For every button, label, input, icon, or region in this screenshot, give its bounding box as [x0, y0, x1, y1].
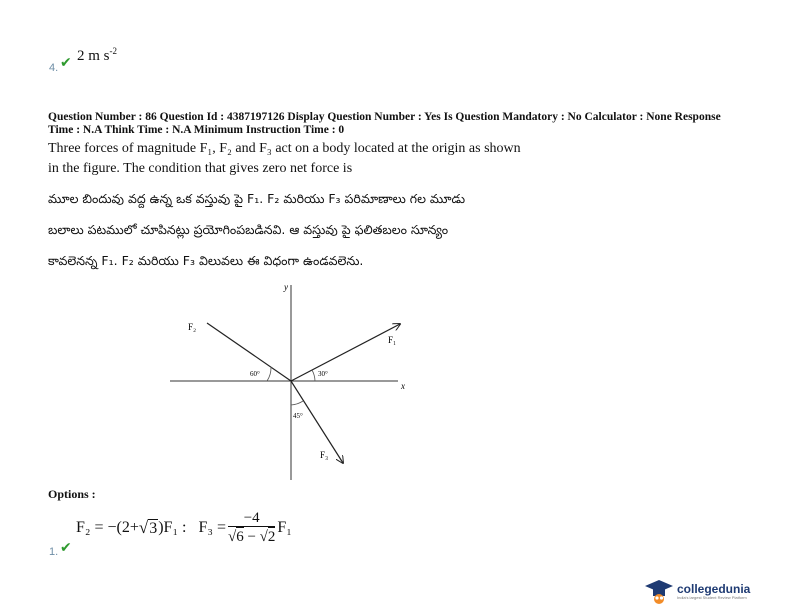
sqrt-icon: √	[259, 529, 268, 545]
question-meta-line2: Time : N.A Think Time : N.A Minimum Instruction Time : 0	[48, 124, 345, 136]
force-f3-arrow	[291, 381, 343, 463]
question-telugu-line2: బలాలు పటములో చూపినట్లు ప్రయోగింపబడినవి. ఆ వస్తువు పై ఫలితబలం సూన్యం	[48, 222, 449, 237]
options-label: Options :	[48, 487, 96, 501]
angle-45-label: 45°	[293, 412, 303, 420]
angle-arc-45	[291, 401, 303, 405]
eq2-den-minus: −	[243, 529, 260, 545]
sqrt-icon: √	[138, 518, 149, 537]
eq1-radicand: 3	[149, 520, 158, 537]
brand-name: collegedunia	[677, 581, 751, 596]
eq2-den-radicand-a: 6	[236, 529, 244, 545]
check-icon: ✔	[60, 55, 72, 71]
angle-arc-30	[312, 370, 315, 381]
option-1-number: 1.	[49, 546, 59, 558]
eq1-rhs: )F₁ :	[158, 519, 187, 536]
option-1-equation	[76, 508, 292, 548]
graduation-cap-logo-icon	[644, 578, 674, 604]
question-telugu-line3: కావలెనన్న F₁. F₂ మరియు F₃ విలువలు ఈ విధంగా ఉండవలెను.	[48, 253, 364, 268]
angle-arc-60	[267, 367, 271, 381]
eq2-den-radicand-b: 2	[267, 529, 276, 545]
question-english-line1: Three forces of magnitude F₁, F₂ and F₃ act on a body located at the origin as shown	[48, 141, 521, 156]
brand-tagline: India's largest Student Review Platform	[677, 594, 747, 600]
question-telugu-line1: మూల బిందువు వద్ద ఉన్న ఒక వస్తువు పై F₁. F₂ మరియు F₃ పరిమాణాలు గల మూడు	[48, 191, 466, 206]
question-meta-line1: Question Number : 86 Question Id : 4387197126 Display Question Number : Yes Is Question Mandatory : No Calculator : None Response	[48, 111, 721, 123]
x-axis-label: x	[401, 381, 405, 391]
y-axis-label: y	[284, 282, 288, 292]
eq2-lhs: F₃ =	[198, 519, 226, 536]
option-4-exponent: -2	[109, 46, 118, 56]
force-f2-line	[207, 323, 291, 381]
question-english-line2: in the figure. The condition that gives zero net force is	[48, 161, 353, 176]
angle-60-label: 60°	[250, 370, 260, 378]
check-icon: ✔	[60, 540, 72, 556]
eq1-sqrt	[139, 518, 158, 538]
sqrt-icon: √	[227, 529, 237, 545]
collegedunia-watermark	[644, 578, 750, 604]
force-f1-label: F₁	[388, 335, 397, 345]
force-f1-arrow	[291, 324, 400, 381]
option-4-text: 2 m s	[77, 48, 110, 64]
eq2-fraction	[228, 510, 275, 546]
eq2-rhs: F₁	[277, 519, 292, 536]
option-4-number: 4.	[49, 62, 59, 74]
force-f3-label: F₃	[320, 450, 329, 460]
eq2-denominator	[228, 526, 275, 546]
eq2-numerator: −4	[243, 510, 260, 526]
force-f2-label: F₂	[188, 322, 197, 332]
eq1-lhs: F₂ = −(2+	[76, 519, 139, 536]
angle-30-label: 30°	[318, 370, 328, 378]
